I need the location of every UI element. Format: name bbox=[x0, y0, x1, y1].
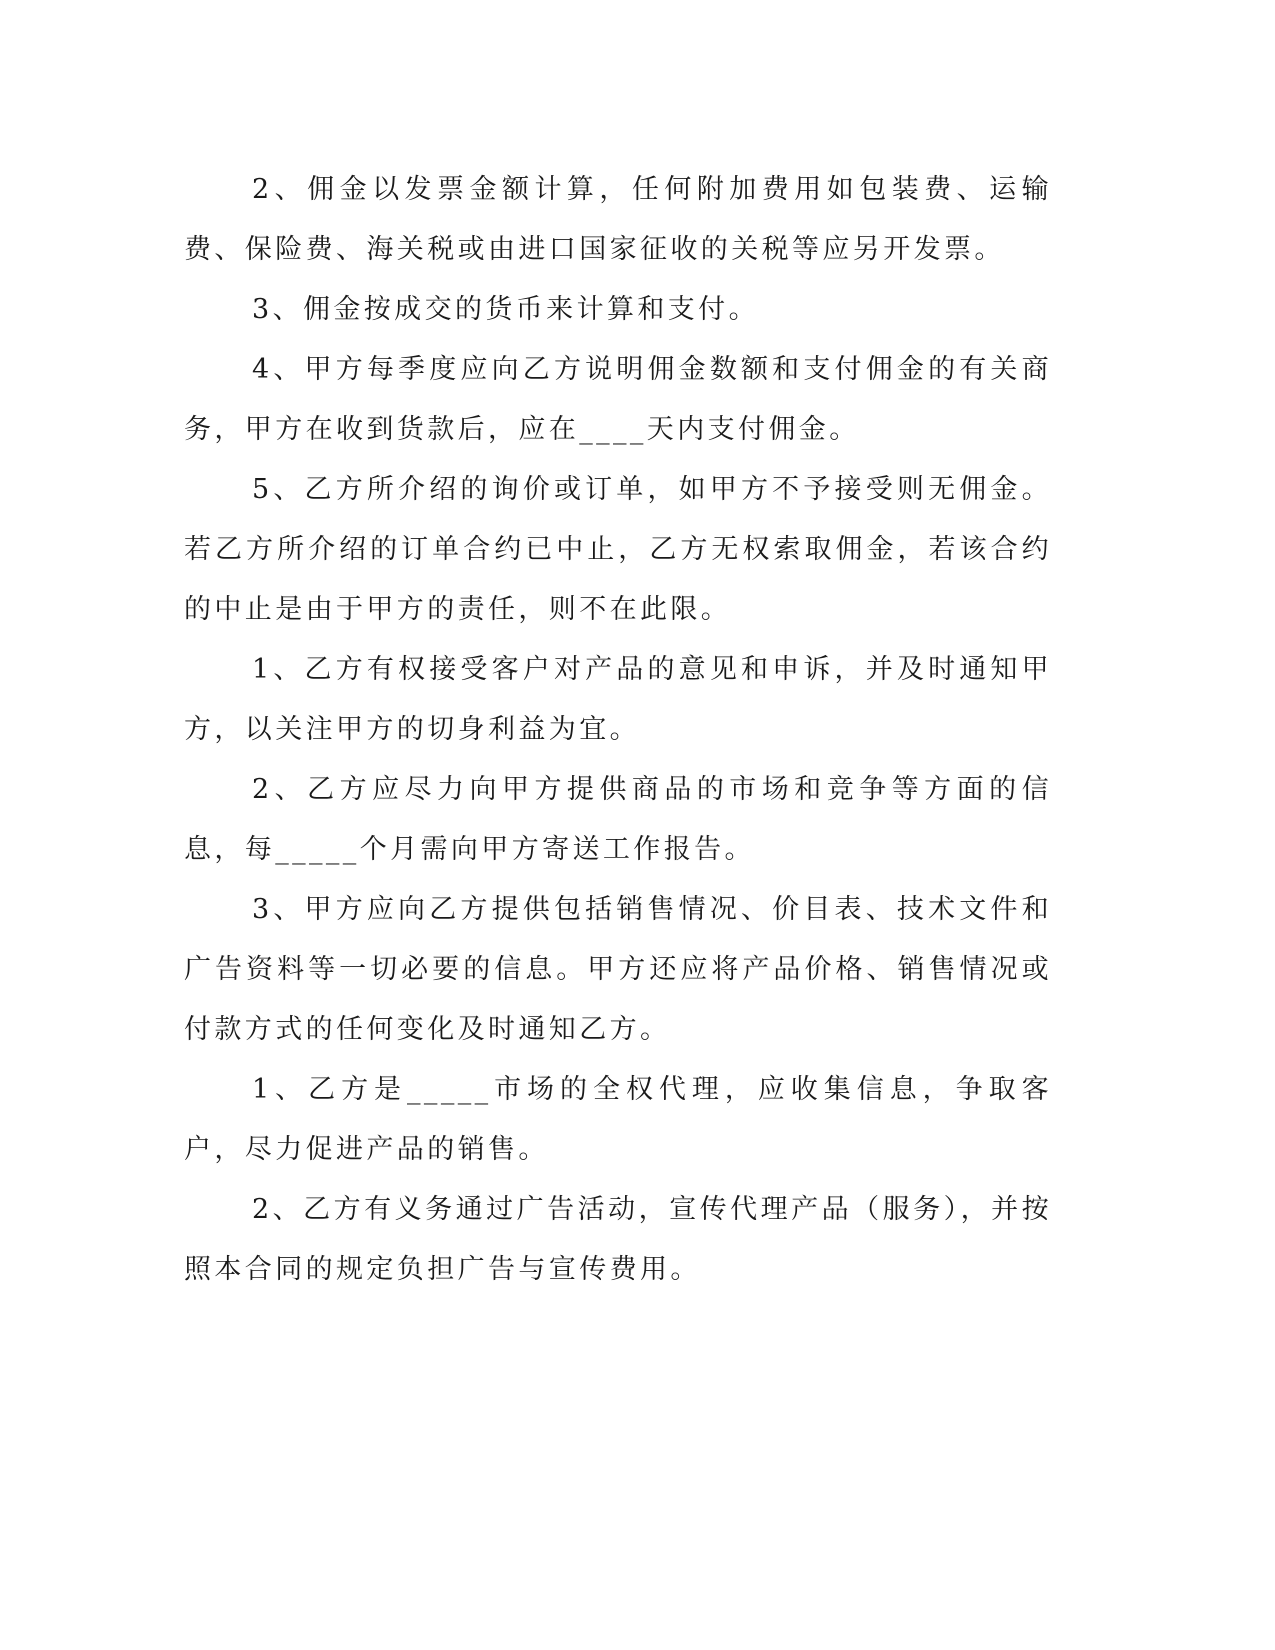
paragraph-commission-currency: 3、佣金按成交的货币来计算和支付。 bbox=[252, 294, 759, 325]
paragraph-commission-payment: 4、甲方每季度应向乙方说明佣金数额和支付佣金的有关商务，甲方在收到货款后，应在____天内支付佣金。 bbox=[184, 354, 1052, 445]
paragraph-advertising-duty: 2、乙方有义务通过广告活动，宣传代理产品（服务），并按照本合同的规定负担广告与宣传费用。 bbox=[184, 1194, 1052, 1285]
document-body bbox=[184, 160, 1052, 1300]
paragraph-information-provision: 3、甲方应向乙方提供包括销售情况、价目表、技术文件和广告资料等一切必要的信息。甲方还应将产品价格、销售情况或付款方式的任何变化及时通知乙方。 bbox=[184, 894, 1052, 1045]
paragraph-customer-feedback: 1、乙方有权接受客户对产品的意见和申诉，并及时通知甲方，以关注甲方的切身利益为宜。 bbox=[184, 654, 1052, 745]
paragraph-market-report: 2、乙方应尽力向甲方提供商品的市场和竞争等方面的信息，每_____个月需向甲方寄送工作报告。 bbox=[184, 774, 1052, 865]
paragraph-commission-invoice: 2、佣金以发票金额计算，任何附加费用如包装费、运输费、保险费、海关税或由进口国家征收的关税等应另开发票。 bbox=[184, 174, 1052, 265]
paragraph-commission-exception: 5、乙方所介绍的询价或订单，如甲方不予接受则无佣金。若乙方所介绍的订单合约已中止，乙方无权索取佣金，若该合约的中止是由于甲方的责任，则不在此限。 bbox=[184, 474, 1052, 625]
paragraph-exclusive-agent: 1、乙方是_____市场的全权代理，应收集信息，争取客户，尽力促进产品的销售。 bbox=[184, 1074, 1052, 1165]
